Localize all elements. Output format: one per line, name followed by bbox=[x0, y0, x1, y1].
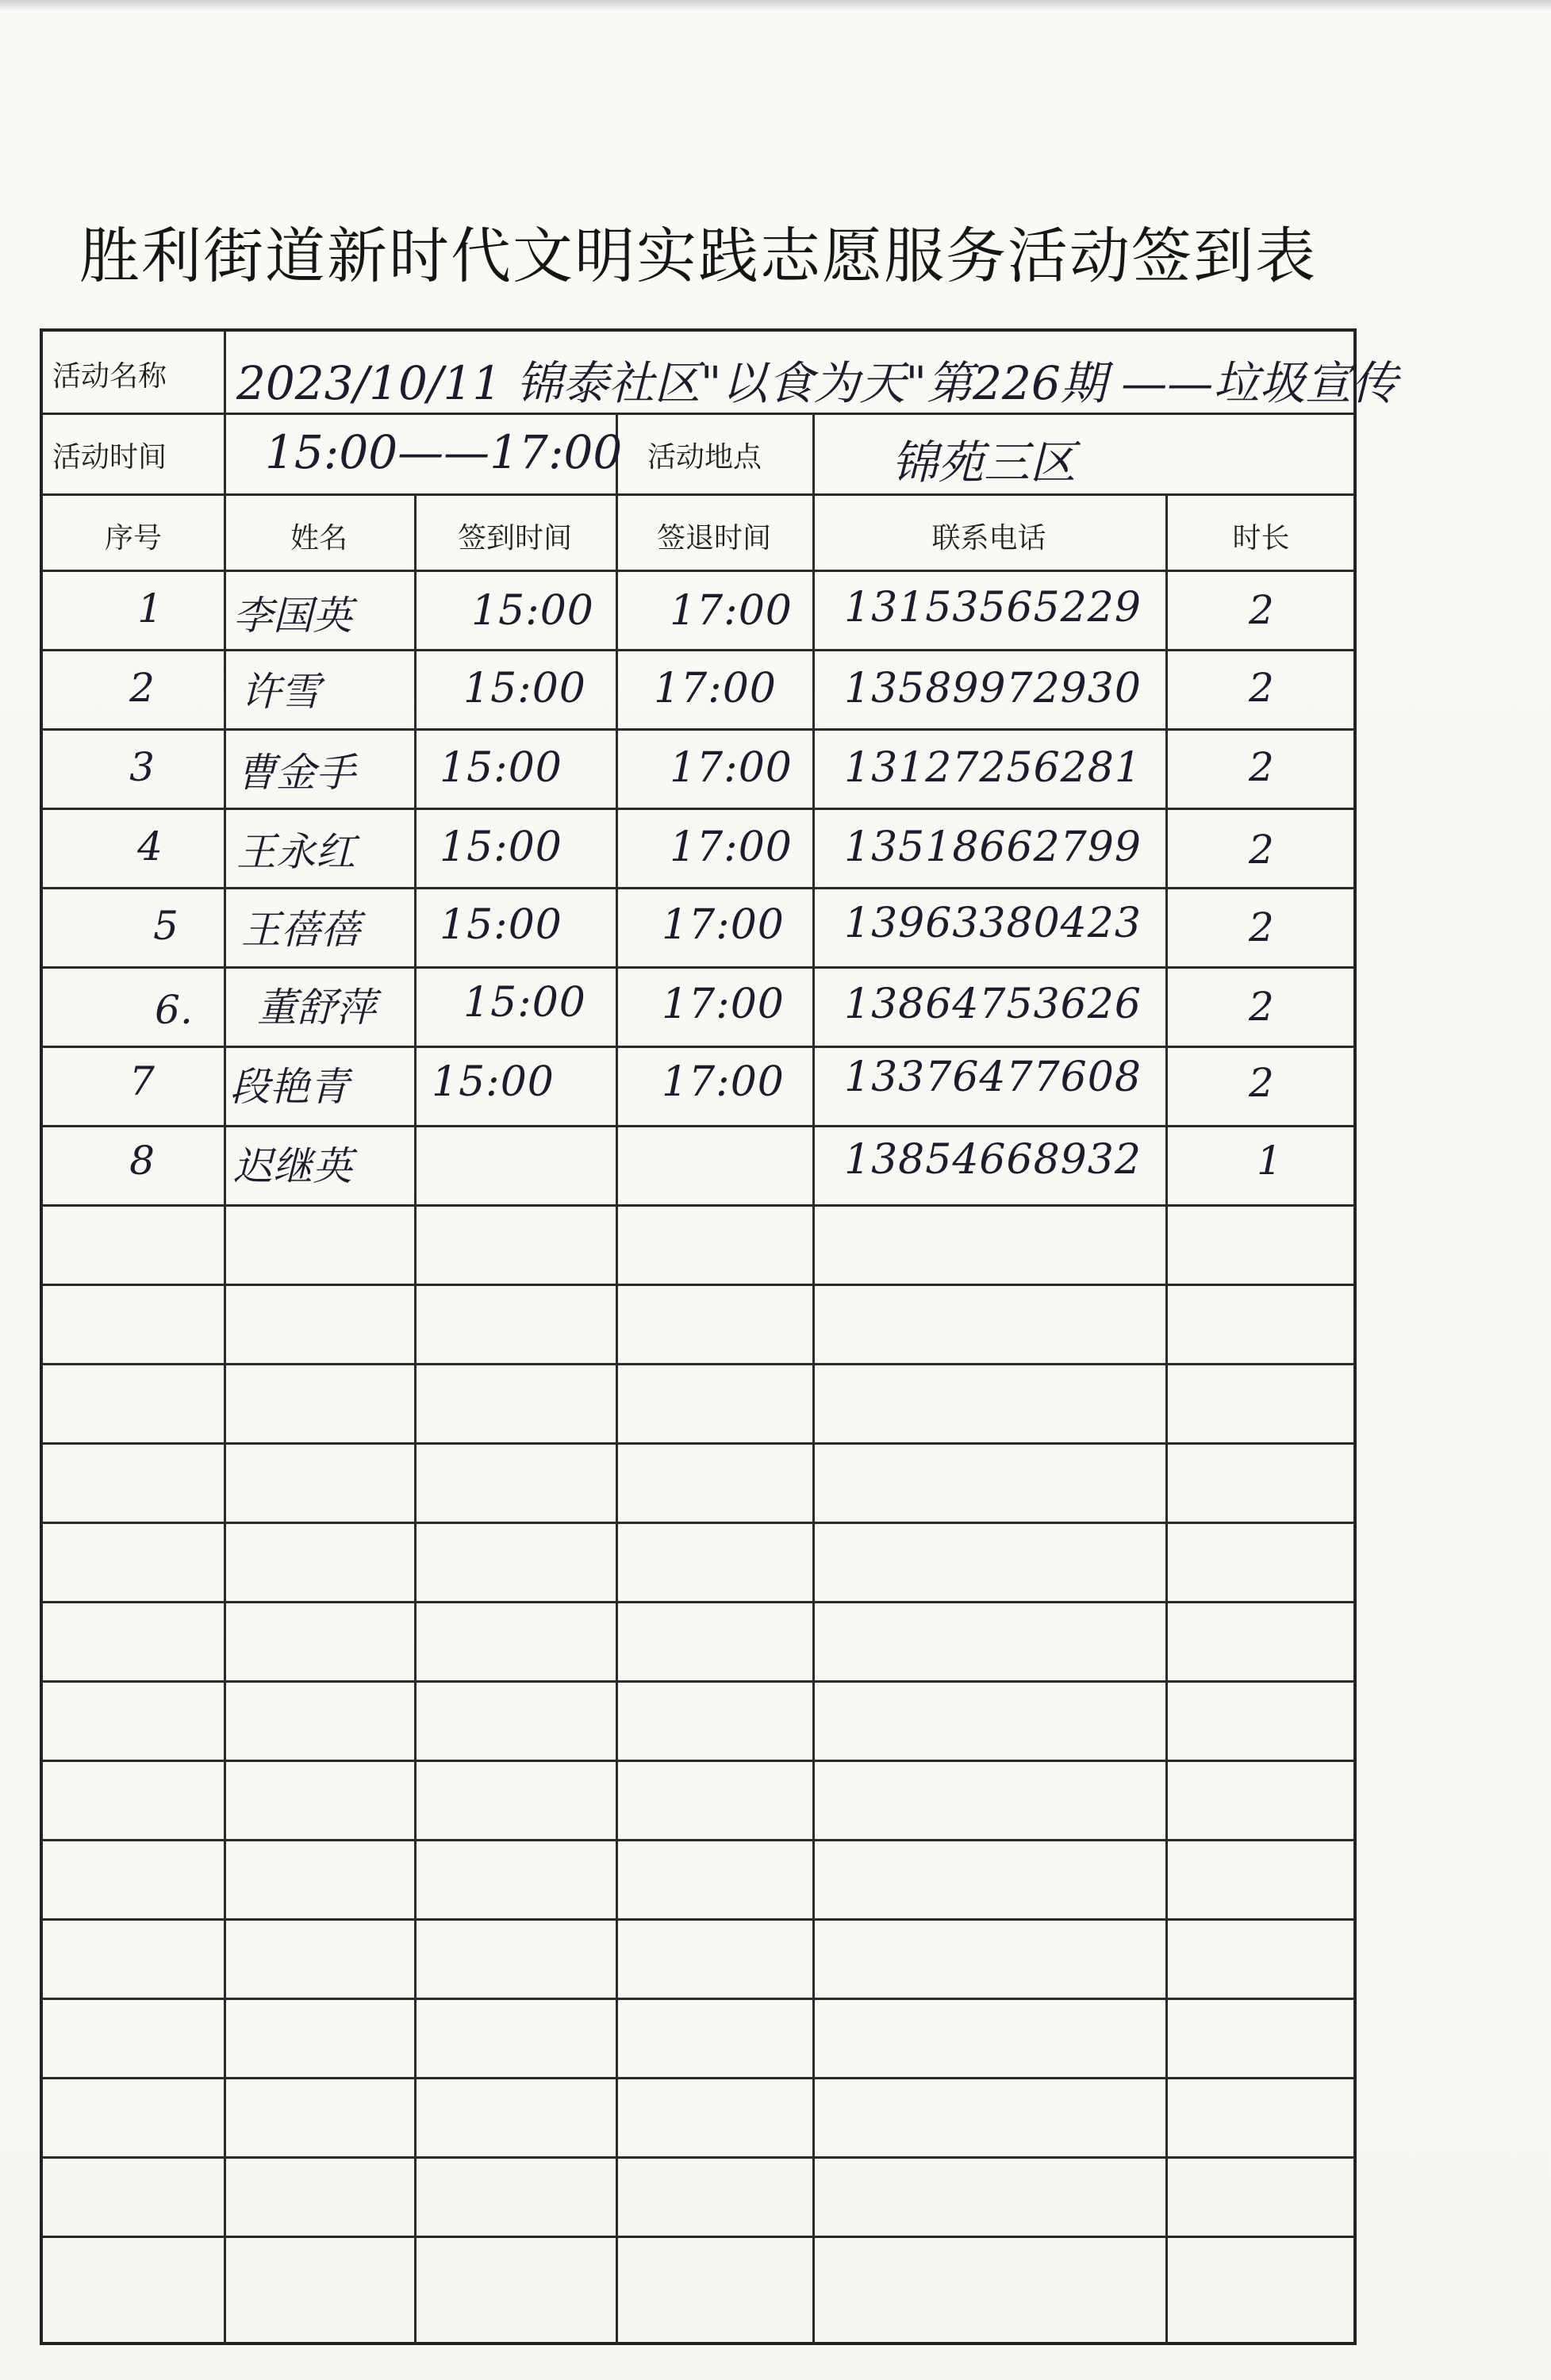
row-sign-out: 17:00 bbox=[662, 901, 785, 949]
row-rule bbox=[43, 808, 1353, 810]
row-hours: 2 bbox=[1249, 587, 1274, 633]
scan-top-edge bbox=[0, 0, 1551, 11]
activity-time-value: 15:00——17:00 bbox=[265, 425, 623, 479]
row-name: 曹金手 bbox=[236, 750, 355, 796]
row-rule bbox=[43, 728, 1353, 731]
row-index: 2 bbox=[129, 665, 155, 711]
row-phone: 13376477608 bbox=[844, 1054, 1142, 1101]
row-rule bbox=[43, 413, 1353, 415]
row-sign-in: 15:00 bbox=[440, 901, 562, 949]
row-rule bbox=[43, 2236, 1353, 2238]
row-sign-in: 15:00 bbox=[440, 823, 562, 871]
row-sign-in: 15:00 bbox=[432, 1058, 555, 1106]
col-rule bbox=[812, 413, 815, 2345]
header-index: 序号 bbox=[104, 522, 162, 555]
row-rule bbox=[43, 570, 1353, 572]
row-rule bbox=[43, 1204, 1353, 1207]
row-hours: 2 bbox=[1249, 744, 1274, 790]
row-sign-out: 17:00 bbox=[654, 665, 777, 712]
row-sign-out: 17:00 bbox=[662, 1058, 785, 1106]
row-rule bbox=[43, 1284, 1353, 1286]
activity-place-label: 活动地点 bbox=[647, 441, 762, 474]
row-sign-out: 17:00 bbox=[662, 981, 785, 1028]
row-rule bbox=[43, 1046, 1353, 1048]
row-phone: 13127256281 bbox=[844, 744, 1142, 792]
row-sign-in: 15:00 bbox=[440, 744, 562, 792]
row-rule bbox=[43, 1522, 1353, 1524]
row-sign-out: 17:00 bbox=[670, 587, 793, 635]
row-name: 王蓓蓓 bbox=[241, 907, 360, 953]
row-index: 3 bbox=[129, 744, 155, 790]
row-rule bbox=[43, 1680, 1353, 1683]
row-phone: 13518662799 bbox=[844, 823, 1142, 871]
activity-time-label: 活动时间 bbox=[52, 441, 167, 474]
row-name: 王永红 bbox=[236, 829, 355, 875]
row-hours: 2 bbox=[1249, 827, 1274, 873]
header-hours: 时长 bbox=[1232, 522, 1290, 555]
row-hours: 1 bbox=[1257, 1138, 1282, 1184]
row-rule bbox=[43, 1125, 1353, 1127]
row-index: 4 bbox=[137, 823, 163, 869]
activity-name-label: 活动名称 bbox=[52, 360, 167, 393]
row-name: 许雪 bbox=[241, 669, 321, 715]
row-rule bbox=[43, 1760, 1353, 1762]
activity-name-value: 2023/10/11 锦泰社区"以食为天"第226期 ——垃圾宣传 bbox=[236, 356, 1398, 410]
col-rule bbox=[414, 493, 417, 2345]
row-name: 李国英 bbox=[233, 593, 352, 639]
row-index: 6. bbox=[155, 987, 193, 1033]
activity-place-value: 锦苑三区 bbox=[892, 436, 1077, 489]
row-sign-out: 17:00 bbox=[670, 744, 793, 792]
row-rule bbox=[43, 966, 1353, 969]
row-rule bbox=[43, 1839, 1353, 1841]
row-index: 8 bbox=[129, 1138, 155, 1184]
row-phone: 13589972930 bbox=[844, 665, 1142, 712]
row-name: 董舒萍 bbox=[257, 985, 376, 1031]
row-index: 7 bbox=[129, 1058, 155, 1104]
signin-table bbox=[40, 328, 1398, 2345]
row-hours: 2 bbox=[1249, 665, 1274, 711]
row-sign-in: 15:00 bbox=[463, 665, 586, 712]
row-phone: 13153565229 bbox=[844, 584, 1142, 631]
col-rule bbox=[1165, 493, 1168, 2345]
header-name: 姓名 bbox=[290, 522, 347, 555]
row-hours: 2 bbox=[1249, 904, 1274, 950]
row-sign-in: 15:00 bbox=[463, 979, 586, 1027]
row-hours: 2 bbox=[1249, 1060, 1274, 1106]
row-rule bbox=[43, 493, 1353, 496]
row-rule bbox=[43, 1442, 1353, 1445]
row-index: 1 bbox=[137, 585, 163, 631]
document-title: 胜利街道新时代文明实践志愿服务活动签到表 bbox=[79, 221, 1317, 291]
row-rule bbox=[43, 2077, 1353, 2079]
row-rule bbox=[43, 1998, 1353, 2000]
header-phone: 联系电话 bbox=[931, 522, 1046, 555]
row-rule bbox=[43, 1363, 1353, 1365]
col-rule bbox=[224, 332, 226, 2345]
row-rule bbox=[43, 1918, 1353, 1921]
row-index: 5 bbox=[153, 903, 179, 949]
row-rule bbox=[43, 649, 1353, 651]
row-rule bbox=[43, 2156, 1353, 2159]
col-rule bbox=[616, 413, 618, 2345]
row-name: 段艳青 bbox=[230, 1064, 349, 1110]
row-sign-out: 17:00 bbox=[670, 823, 793, 871]
row-phone: 13864753626 bbox=[844, 981, 1142, 1028]
row-name: 迟继英 bbox=[233, 1143, 352, 1189]
header-sign-in: 签到时间 bbox=[457, 522, 572, 555]
row-hours: 2 bbox=[1249, 984, 1274, 1030]
row-phone: 13963380423 bbox=[844, 900, 1142, 947]
row-rule bbox=[43, 1601, 1353, 1603]
row-sign-in: 15:00 bbox=[471, 587, 594, 635]
header-sign-out: 签退时间 bbox=[656, 522, 771, 555]
row-rule bbox=[43, 887, 1353, 889]
row-phone: 13854668932 bbox=[844, 1136, 1142, 1184]
